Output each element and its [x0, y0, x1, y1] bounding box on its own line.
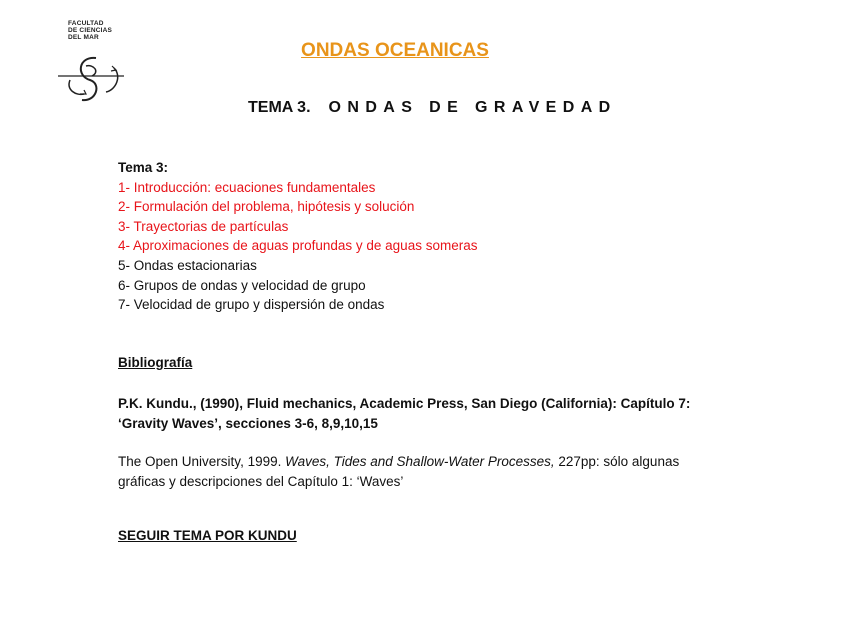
bibliography-heading: Bibliografía — [118, 354, 193, 370]
reference-open-university — [118, 452, 818, 492]
logo-text — [68, 20, 112, 41]
content-body — [118, 158, 818, 546]
follow-note: SEGUIR TEMA POR KUNDU — [118, 528, 297, 544]
topic-item-2: 2- Formulación del problema, hipótesis y solución — [118, 199, 415, 215]
page-title-text: ONDAS OCEANICAS — [301, 40, 489, 61]
topic-item-5: 5- Ondas estacionarias — [118, 257, 257, 273]
page-subtitle — [248, 99, 617, 117]
logo-line-2: DE CIENCIAS — [68, 27, 113, 34]
logo-line-3: DEL MAR — [68, 34, 99, 41]
logo-line-1: FACULTAD — [68, 20, 104, 27]
subtitle-main: ONDAS DE GRAVEDAD — [328, 99, 617, 116]
reference-kundu-line-2: ‘Gravity Waves’, secciones 3-6, 8,9,10,15 — [118, 416, 378, 432]
subtitle-prefix: TEMA 3. — [248, 99, 311, 116]
reference-kundu — [118, 394, 818, 434]
reference-ou-line-1 — [118, 452, 818, 472]
topic-item-7: 7- Velocidad de grupo y dispersión de ondas — [118, 297, 385, 313]
reference-kundu-line-1: P.K. Kundu., (1990), Fluid mechanics, Academic Press, San Diego (California): Capítulo 7: — [118, 396, 691, 412]
topics-heading: Tema 3: — [118, 160, 169, 175]
topic-item-3: 3- Trayectorias de partículas — [118, 218, 289, 234]
reference-ou-line-2: gráficas y descripciones del Capítulo 1: ‘Waves’ — [118, 474, 404, 490]
page-title — [0, 40, 790, 62]
reference-ou-author: The Open University — [118, 454, 241, 470]
faculty-logo — [56, 20, 128, 108]
topic-item-4: 4- Aproximaciones de aguas profundas y de aguas someras — [118, 238, 478, 254]
reference-ou-year: , 1999. — [240, 454, 286, 470]
reference-ou-rest: 227pp: sólo algunas — [554, 454, 680, 470]
topic-item-6: 6- Grupos de ondas y velocidad de grupo — [118, 277, 366, 293]
topic-item-1: 1- Introducción: ecuaciones fundamentales — [118, 179, 376, 195]
reference-ou-title: Waves, Tides and Shallow-Water Processes, — [285, 454, 555, 470]
